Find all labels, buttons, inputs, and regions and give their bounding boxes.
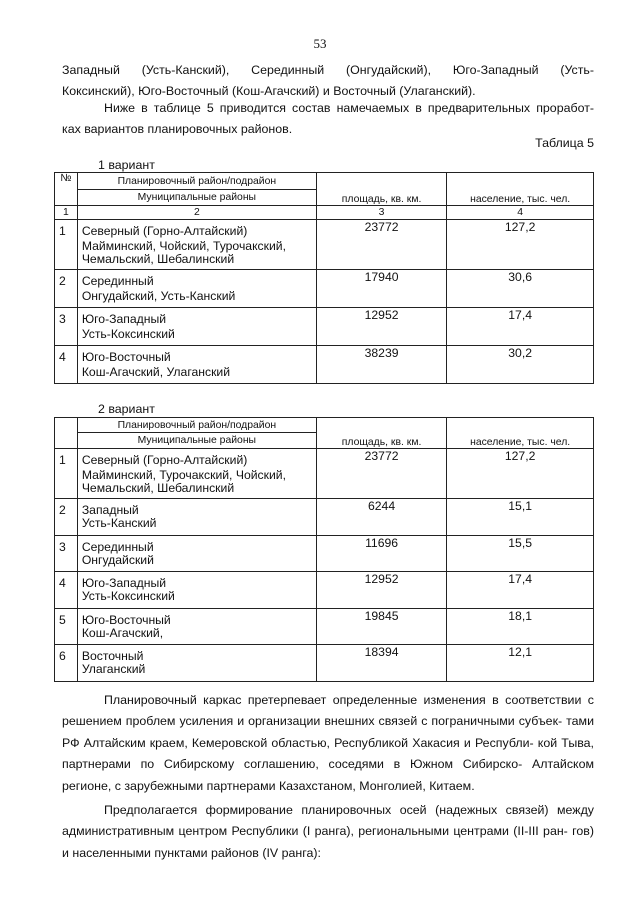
header-area: площадь, кв. км. bbox=[316, 418, 446, 449]
municipal-districts: Усть-Коксинский bbox=[77, 590, 316, 608]
area-value: 6244 bbox=[316, 499, 446, 536]
municipal-districts: Усть-Канский bbox=[77, 517, 316, 535]
population-value: 17,4 bbox=[447, 308, 594, 346]
municipal-districts: Кош-Агачский, bbox=[77, 627, 316, 645]
municipal-districts: Онгудайский, Усть-Канский bbox=[77, 290, 316, 308]
header-col3: 3 bbox=[316, 206, 446, 220]
row-number: 6 bbox=[55, 645, 78, 682]
row-number: 4 bbox=[55, 572, 78, 609]
intro-line-1: Западный (Усть-Канский), Серединный (Онгудайский), Юго-Западный (Усть- bbox=[62, 63, 594, 77]
table-row bbox=[55, 220, 594, 240]
header-no-empty bbox=[55, 418, 78, 449]
intro-p2-line-2: ках вариантов планировочных районов. bbox=[62, 122, 293, 136]
variant2-label: 2 вариант bbox=[98, 402, 155, 416]
district-name: Восточный bbox=[77, 645, 316, 664]
population-value: 127,2 bbox=[447, 220, 594, 270]
row-number: 5 bbox=[55, 608, 78, 645]
header-municipal: Муниципальные районы bbox=[77, 190, 316, 206]
table-caption: Таблица 5 bbox=[535, 136, 594, 150]
district-name: Северный (Горно-Алтайский) bbox=[77, 449, 316, 469]
paragraph-4-text: Предполагается формирование планировочных осей (надежных связей) между административным центром Республики (I ранга), региональными центрами (II-III ран- гов) и населенными пунктами районов (IV ранга): bbox=[62, 803, 594, 860]
table-row bbox=[55, 572, 594, 591]
header-municipal: Муниципальные районы bbox=[77, 433, 316, 449]
intro-paragraph-2 bbox=[62, 98, 594, 140]
area-value: 19845 bbox=[316, 608, 446, 645]
header-col4: 4 bbox=[447, 206, 594, 220]
header-col1: 1 bbox=[55, 206, 78, 220]
intro-line-2: Коксинский), Юго-Восточный (Кош-Агачский) и Восточный (Улаганский). bbox=[62, 84, 476, 98]
district-name: Юго-Западный bbox=[77, 572, 316, 591]
row-number: 2 bbox=[55, 270, 78, 308]
municipal-districts: Кош-Агачский, Улаганский bbox=[77, 366, 316, 384]
row-number: 3 bbox=[55, 308, 78, 346]
table-row bbox=[55, 308, 594, 328]
district-name: Юго-Западный bbox=[77, 308, 316, 328]
variant1-table bbox=[54, 172, 594, 384]
area-value: 23772 bbox=[316, 449, 446, 499]
population-value: 30,6 bbox=[447, 270, 594, 308]
intro-paragraph bbox=[62, 60, 594, 102]
district-name: Юго-Восточный bbox=[77, 346, 316, 366]
row-number: 1 bbox=[55, 220, 78, 270]
variant1-label: 1 вариант bbox=[98, 158, 155, 172]
header-population: население, тыс. чел. bbox=[447, 418, 594, 449]
table-row bbox=[55, 645, 594, 664]
area-value: 23772 bbox=[316, 220, 446, 270]
table-row bbox=[55, 270, 594, 290]
population-value: 15,5 bbox=[447, 535, 594, 572]
row-number: 4 bbox=[55, 346, 78, 384]
header-col2: 2 bbox=[77, 206, 316, 220]
municipal-districts: Усть-Коксинский bbox=[77, 328, 316, 346]
population-value: 12,1 bbox=[447, 645, 594, 682]
municipal-districts: Онгудайский bbox=[77, 554, 316, 572]
header-area: площадь, кв. км. bbox=[316, 173, 446, 206]
area-value: 17940 bbox=[316, 270, 446, 308]
area-value: 12952 bbox=[316, 308, 446, 346]
header-population: население, тыс. чел. bbox=[447, 173, 594, 206]
table-row bbox=[55, 608, 594, 627]
table-row bbox=[55, 346, 594, 366]
header-district: Планировочный район/подрайон bbox=[77, 418, 316, 433]
population-value: 127,2 bbox=[447, 449, 594, 499]
page-number: 53 bbox=[313, 36, 327, 51]
municipal-districts: Майминский, Турочакский, Чойский, Чемальский, Шебалинский bbox=[77, 469, 316, 499]
district-name: Серединный bbox=[77, 270, 316, 290]
population-value: 15,1 bbox=[447, 499, 594, 536]
district-name: Северный (Горно-Алтайский) bbox=[77, 220, 316, 240]
population-value: 30,2 bbox=[447, 346, 594, 384]
paragraph-3-text: Планировочный каркас претерпевает определенные изменения в соответствии с решением проблем усиления и организации внешних связей с пограничными субъек- тами РФ Алтайским краем, Кемеровской областью, Республикой Хакасия и Республи- кой Тыва, партнерами по Сибирскому соглашению, соседями в Южном Сибирско- Алтайском регионе, с зарубежными партнерами Казахстаном, Монголией, Китаем. bbox=[62, 693, 594, 793]
row-number: 3 bbox=[55, 535, 78, 572]
header-no: № bbox=[55, 173, 78, 206]
area-value: 11696 bbox=[316, 535, 446, 572]
table-row bbox=[55, 449, 594, 469]
paragraph-3 bbox=[62, 690, 594, 797]
district-name: Серединный bbox=[77, 535, 316, 554]
population-value: 17,4 bbox=[447, 572, 594, 609]
row-number: 2 bbox=[55, 499, 78, 536]
municipal-districts: Майминский, Чойский, Турочакский, Чемальский, Шебалинский bbox=[77, 240, 316, 270]
header-district: Планировочный район/подрайон bbox=[77, 173, 316, 190]
variant2-table bbox=[54, 417, 594, 682]
row-number: 1 bbox=[55, 449, 78, 499]
population-value: 18,1 bbox=[447, 608, 594, 645]
intro-p2-line-1: Ниже в таблице 5 приводится состав намечаемых в предварительных проработ- bbox=[104, 101, 594, 115]
paragraph-4 bbox=[62, 800, 594, 864]
table-row bbox=[55, 535, 594, 554]
table-row bbox=[55, 499, 594, 518]
district-name: Западный bbox=[77, 499, 316, 518]
area-value: 18394 bbox=[316, 645, 446, 682]
district-name: Юго-Восточный bbox=[77, 608, 316, 627]
area-value: 38239 bbox=[316, 346, 446, 384]
municipal-districts: Улаганский bbox=[77, 663, 316, 681]
area-value: 12952 bbox=[316, 572, 446, 609]
